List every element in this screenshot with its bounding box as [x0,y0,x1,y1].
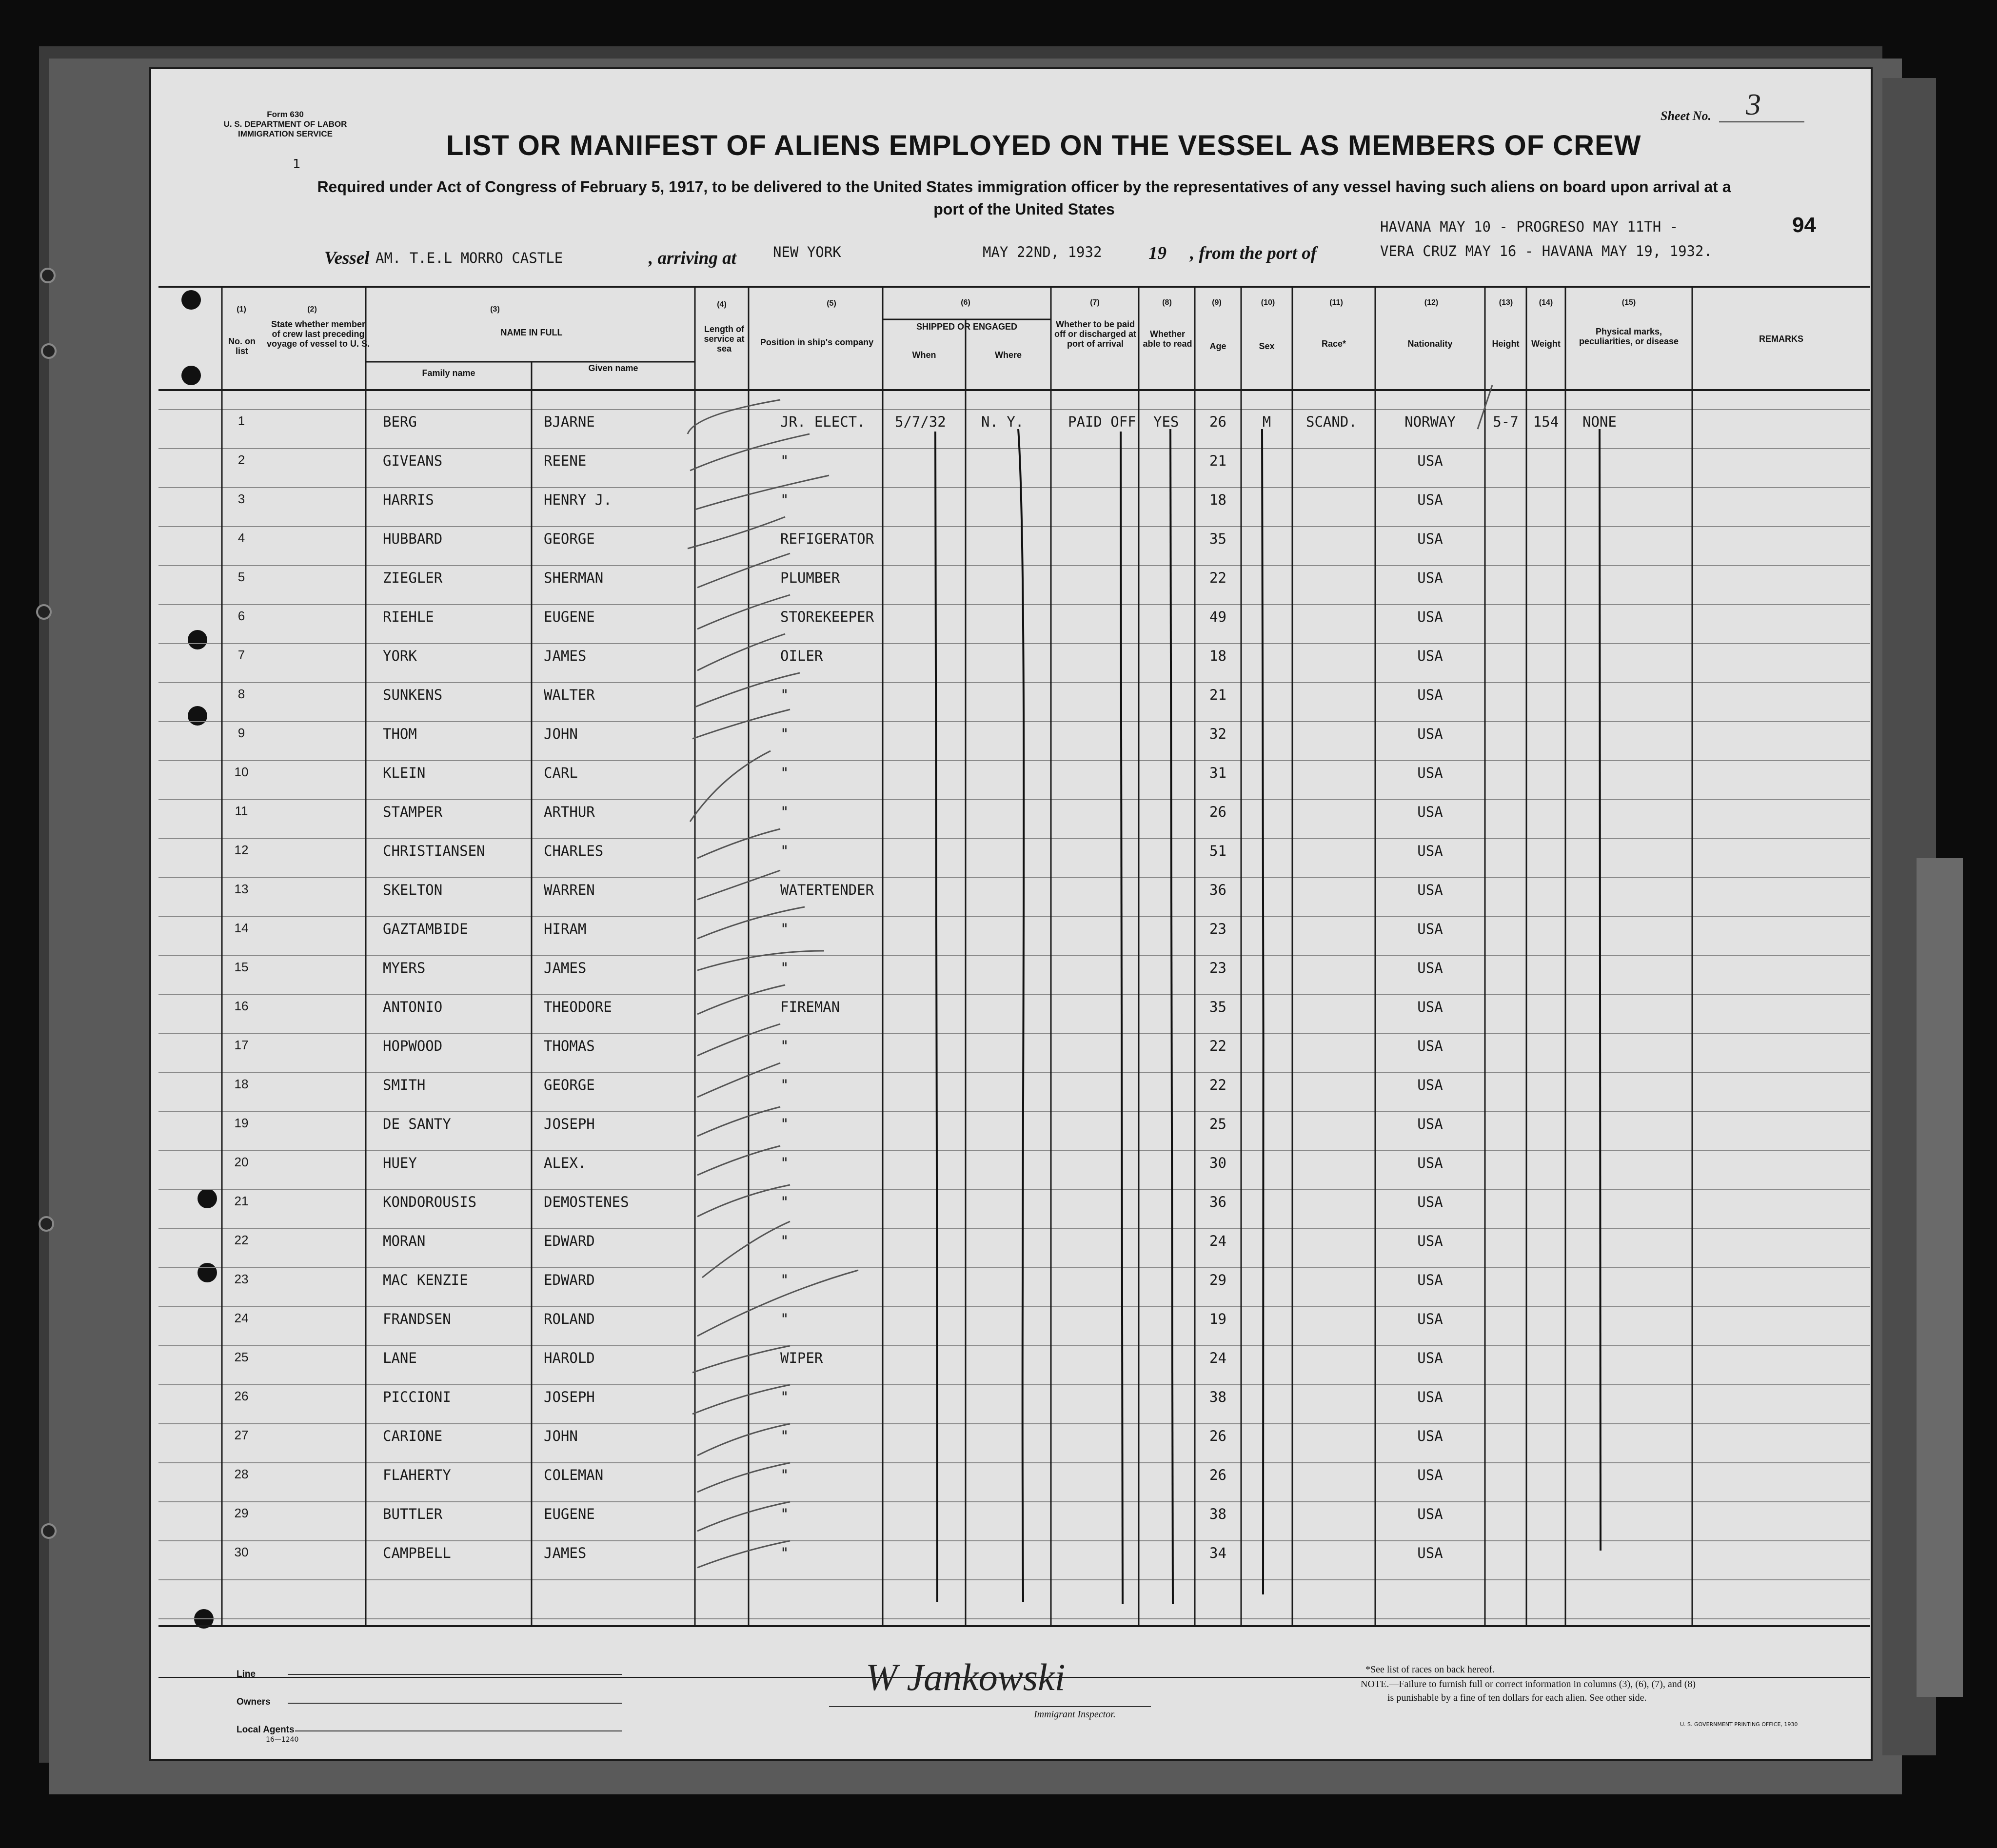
cell-nationality: USA [1417,882,1443,898]
cell-no: 22 [234,1233,249,1247]
cell-family: SKELTON [383,882,443,898]
cell-given: HAROLD [544,1350,595,1366]
colnum-11: (11) [1329,298,1343,307]
cell-position: " [780,1506,789,1522]
cell-nationality: USA [1417,1311,1443,1327]
cell-position: STOREKEEPER [780,609,874,625]
cell-nationality: USA [1417,570,1443,586]
cell-family: SUNKENS [383,687,443,703]
cell-age: 18 [1209,491,1226,508]
cell-nationality: USA [1417,1467,1443,1483]
cell-no: 16 [234,999,249,1013]
cell-nationality: USA [1417,999,1443,1015]
local-agents-label: Local Agents [237,1725,295,1735]
header-sex: Sex [1259,341,1275,351]
cell-age: 24 [1209,1350,1226,1366]
colnum-8: (8) [1162,298,1172,307]
cell-marks: NONE [1582,413,1617,430]
cell-nationality: USA [1417,609,1443,625]
header-last-voyage: State whether member of crew last preceding voyage of vessel to U. S. [266,319,370,349]
cell-position: " [780,1155,789,1171]
cell-given: JOSEPH [544,1116,595,1132]
cell-family: THOM [383,726,417,742]
cell-position: OILER [780,648,823,664]
cell-position: " [780,1389,789,1405]
cell-given: EUGENE [544,609,595,625]
cell-family: MORAN [383,1233,426,1249]
cell-family: YORK [383,648,417,664]
cell-family: GIVEANS [383,452,443,469]
cell-nationality: USA [1417,1077,1443,1093]
cell-position: " [780,1545,789,1561]
cell-no: 30 [234,1545,249,1559]
page-title: LIST OR MANIFEST OF ALIENS EMPLOYED ON THE VESSEL AS MEMBERS OF CREW [446,130,1641,161]
form-number: Form 630 [267,110,304,119]
cell-no: 28 [234,1467,249,1481]
cell-no: 25 [234,1350,249,1364]
cell-no: 8 [237,687,245,701]
cell-height: 5-7 [1493,413,1519,430]
cell-position: " [780,726,789,742]
cell-age: 22 [1209,1077,1226,1093]
sheet-number: 3 [1746,88,1761,121]
from-port-line-2: VERA CRUZ MAY 16 - HAVANA MAY 19, 1932. [1380,243,1712,259]
cell-position: " [780,1077,789,1093]
cell-position: FIREMAN [780,999,840,1015]
cell-family: SMITH [383,1077,426,1093]
cell-nationality: NORWAY [1404,413,1456,430]
cell-family: RIEHLE [383,609,434,625]
cell-age: 21 [1209,452,1226,469]
cell-nationality: USA [1417,1350,1443,1366]
cell-nationality: USA [1417,1506,1443,1522]
vessel-name: AM. T.E.L MORRO CASTLE [376,250,563,266]
cell-age: 35 [1209,999,1226,1015]
subtitle-line-2: port of the United States [933,200,1115,218]
penalty-note-2: is punishable by a fine of ten dollars for each alien. See other side. [1387,1692,1647,1703]
form-block [210,110,361,139]
colnum-1: (1) [237,305,246,314]
colnum-4: (4) [717,300,727,309]
cell-age: 31 [1209,765,1226,781]
cell-nationality: USA [1417,726,1443,742]
cell-nationality: USA [1417,765,1443,781]
cell-paid: PAID OFF [1068,413,1136,430]
cell-given: JOHN [544,1428,578,1444]
header-race: Race* [1321,339,1346,349]
cell-given: JAMES [544,648,587,664]
cell-family: CHRISTIANSEN [383,843,485,859]
cell-given: EUGENE [544,1506,595,1522]
cell-given: GEORGE [544,1077,595,1093]
cell-where: N. Y. [981,413,1024,430]
cell-position: WIPER [780,1350,823,1366]
cell-position: " [780,960,789,976]
cell-age: 24 [1209,1233,1226,1249]
cell-no: 12 [234,843,249,857]
arrival-date: MAY 22ND, 1932 [983,244,1102,260]
form-service: IMMIGRATION SERVICE [238,129,333,138]
cell-position: " [780,1311,789,1327]
form-mark: 1 [293,157,301,172]
cell-position: " [780,921,789,937]
form-code: 16—1240 [266,1736,299,1744]
page-subtitle [205,176,1843,220]
cell-age: 36 [1209,882,1226,898]
cell-sex: M [1262,413,1271,430]
cell-no: 4 [237,531,245,545]
cell-given: JOHN [544,726,578,742]
colnum-6: (6) [961,298,970,307]
colnum-15: (15) [1621,298,1636,307]
cell-position: " [780,1194,789,1210]
colnum-13: (13) [1499,298,1513,307]
cell-nationality: USA [1417,1272,1443,1288]
cell-read: YES [1153,413,1179,430]
cell-nationality: USA [1417,452,1443,469]
cell-given: HIRAM [544,921,587,937]
cell-age: 36 [1209,1194,1226,1210]
header-height: Height [1492,339,1520,349]
cell-age: 32 [1209,726,1226,742]
header-name-in-full: NAME IN FULL [500,328,563,337]
cell-given: COLEMAN [544,1467,604,1483]
cell-given: CHARLES [544,843,604,859]
colnum-12: (12) [1424,298,1439,307]
cell-family: HOPWOOD [383,1038,443,1054]
cell-given: ALEX. [544,1155,587,1171]
cell-position: REFIGERATOR [780,531,874,547]
cell-nationality: USA [1417,960,1443,976]
cell-given: JOSEPH [544,1389,595,1405]
cell-no: 27 [234,1428,249,1442]
cell-family: FLAHERTY [383,1467,451,1483]
cell-family: LANE [383,1350,417,1366]
cell-nationality: USA [1417,1155,1443,1171]
cell-age: 23 [1209,960,1226,976]
cell-given: WARREN [544,882,595,898]
cell-given: ARTHUR [544,804,595,820]
cell-position: " [780,843,789,859]
cell-age: 38 [1209,1389,1226,1405]
cell-family: GAZTAMBIDE [383,921,468,937]
colnum-10: (10) [1261,298,1275,307]
cell-nationality: USA [1417,1428,1443,1444]
from-port-label: , from the port of [1190,243,1317,263]
cell-nationality: USA [1417,1194,1443,1210]
cell-no: 26 [234,1389,249,1403]
subtitle-line-1: Required under Act of Congress of February 5, 1917, to be delivered to the United States immigration officer by the representatives of any vessel having such aliens on board upon arrival at a [317,178,1731,196]
cell-nationality: USA [1417,843,1443,859]
cell-position: PLUMBER [780,570,840,586]
cell-given: BJARNE [544,413,595,430]
cell-position: " [780,765,789,781]
cell-given: EDWARD [544,1233,595,1249]
vessel-label: Vessel [324,248,370,268]
cell-given: JAMES [544,1545,587,1561]
header-shipped-or-engaged: SHIPPED OR ENGAGED [916,322,1018,332]
cell-age: 26 [1209,1467,1226,1483]
cell-family: MAC KENZIE [383,1272,468,1288]
races-note: *See list of races on back hereof. [1365,1664,1495,1675]
cell-given: DEMOSTENES [544,1194,629,1210]
cell-family: KONDOROUSIS [383,1194,477,1210]
header-weight: Weight [1531,339,1561,349]
colnum-2: (2) [307,305,317,314]
cell-nationality: USA [1417,1545,1443,1561]
header-family-name: Family name [422,368,475,378]
inspector-signature: W Jankowski [866,1656,1066,1698]
printer-credit: U. S. GOVERNMENT PRINTING OFFICE, 1930 [1680,1721,1798,1728]
cell-no: 14 [234,921,249,935]
line-label: Line [237,1669,256,1679]
cell-no: 24 [234,1311,249,1325]
cell-position: " [780,687,789,703]
cell-family: ZIEGLER [383,570,443,586]
cell-no: 18 [234,1077,249,1091]
header-no-on-list: No. on list [228,336,256,356]
cell-position: " [780,1467,789,1483]
cell-nationality: USA [1417,1233,1443,1249]
cell-family: PICCIONI [383,1389,451,1405]
year-label: 19 [1148,243,1167,263]
colnum-7: (7) [1090,298,1100,307]
header-physical-marks: Physical marks, peculiarities, or disease [1579,327,1679,346]
cell-age: 51 [1209,843,1226,859]
cell-position: " [780,1272,789,1288]
cell-family: CAMPBELL [383,1545,451,1561]
cell-family: BERG [383,413,417,430]
cell-no: 15 [234,960,249,974]
cell-position: WATERTENDER [780,882,874,898]
cell-age: 49 [1209,609,1226,625]
cell-age: 29 [1209,1272,1226,1288]
cell-position: " [780,1233,789,1249]
cell-no: 23 [234,1272,249,1286]
cell-position: " [780,804,789,820]
cell-no: 3 [237,491,245,506]
header-position: Position in ship's company [760,337,874,347]
cell-family: HUEY [383,1155,417,1171]
cell-no: 13 [234,882,249,896]
from-port-line-1: HAVANA MAY 10 - PROGRESO MAY 11TH - [1380,218,1679,235]
form-department: U. S. DEPARTMENT OF LABOR [223,119,347,129]
cell-age: 26 [1209,804,1226,820]
inspector-label: Immigrant Inspector. [1034,1709,1116,1720]
cell-age: 35 [1209,531,1226,547]
cell-family: BUTTLER [383,1506,443,1522]
cell-age: 38 [1209,1506,1226,1522]
colnum-5: (5) [827,299,836,308]
cell-no: 5 [237,570,245,584]
cell-family: HARRIS [383,491,434,508]
arriving-label: , arriving at [649,248,736,268]
header-nationality: Nationality [1407,339,1453,349]
cell-position: " [780,1116,789,1132]
cell-nationality: USA [1417,1389,1443,1405]
cell-no: 7 [237,648,245,662]
cell-family: STAMPER [383,804,443,820]
cell-no: 11 [235,804,248,818]
cell-given: THOMAS [544,1038,595,1054]
cell-nationality: USA [1417,687,1443,703]
cell-position: " [780,1038,789,1054]
colnum-3: (3) [490,305,500,314]
cell-given: EDWARD [544,1272,595,1288]
header-remarks: REMARKS [1759,334,1803,344]
cell-family: FRANDSEN [383,1311,451,1327]
header-where: Where [994,350,1022,360]
header-length-of-service: Length of service at sea [704,324,745,354]
cell-given: GEORGE [544,531,595,547]
cell-position: " [780,452,789,469]
cell-age: 25 [1209,1116,1226,1132]
cell-family: MYERS [383,960,426,976]
cell-nationality: USA [1417,921,1443,937]
cell-no: 17 [234,1038,249,1052]
cell-nationality: USA [1417,1116,1443,1132]
cell-given: WALTER [544,687,595,703]
cell-no: 9 [237,726,245,740]
header-paid-off: Whether to be paid off or discharged at port of arrival [1054,319,1137,349]
cell-age: 19 [1209,1311,1226,1327]
cell-position: JR. ELECT. [780,413,866,430]
colnum-14: (14) [1539,298,1553,307]
cell-no: 19 [234,1116,249,1130]
cell-nationality: USA [1417,648,1443,664]
penalty-note: NOTE.—Failure to furnish full or correct information in columns (3), (6), (7), and (8) [1361,1679,1696,1690]
cell-age: 18 [1209,648,1226,664]
cell-given: SHERMAN [544,570,604,586]
cell-given: REENE [544,452,587,469]
cell-nationality: USA [1417,1038,1443,1054]
cell-age: 30 [1209,1155,1226,1171]
cell-family: KLEIN [383,765,426,781]
cell-age: 22 [1209,570,1226,586]
cell-no: 29 [234,1506,249,1520]
cell-weight: 154 [1533,413,1559,430]
cell-given: ROLAND [544,1311,595,1327]
cell-age: 26 [1209,1428,1226,1444]
colnum-9: (9) [1212,298,1222,307]
cell-no: 1 [237,413,245,428]
cell-no: 10 [234,765,249,779]
cell-family: ANTONIO [383,999,443,1015]
sheet-label: Sheet No. [1661,109,1711,123]
cell-no: 20 [234,1155,249,1169]
arrival-port: NEW YORK [773,244,841,260]
header-when: When [912,350,936,360]
cell-position: " [780,491,789,508]
owners-label: Owners [237,1697,271,1707]
cell-age: 21 [1209,687,1226,703]
cell-nationality: USA [1417,491,1443,508]
cell-family: DE SANTY [383,1116,451,1132]
cell-age: 22 [1209,1038,1226,1054]
page-number: 94 [1792,213,1816,237]
cell-family: HUBBARD [383,531,443,547]
cell-given: CARL [544,765,578,781]
cell-no: 21 [234,1194,249,1208]
cell-given: THEODORE [544,999,612,1015]
cell-nationality: USA [1417,804,1443,820]
header-able-to-read: Whether able to read [1143,329,1192,349]
cell-age: 26 [1209,413,1226,430]
cell-no: 6 [237,609,245,623]
cell-given: JAMES [544,960,587,976]
header-given-name: Given name [588,363,638,373]
cell-no: 2 [237,452,245,467]
cell-family: CARIONE [383,1428,443,1444]
cell-race: SCAND. [1306,413,1357,430]
cell-nationality: USA [1417,531,1443,547]
cell-when: 5/7/32 [895,413,946,430]
cell-age: 23 [1209,921,1226,937]
cell-position: " [780,1428,789,1444]
cell-given: HENRY J. [544,491,612,508]
header-age: Age [1209,341,1226,351]
cell-age: 34 [1209,1545,1226,1561]
